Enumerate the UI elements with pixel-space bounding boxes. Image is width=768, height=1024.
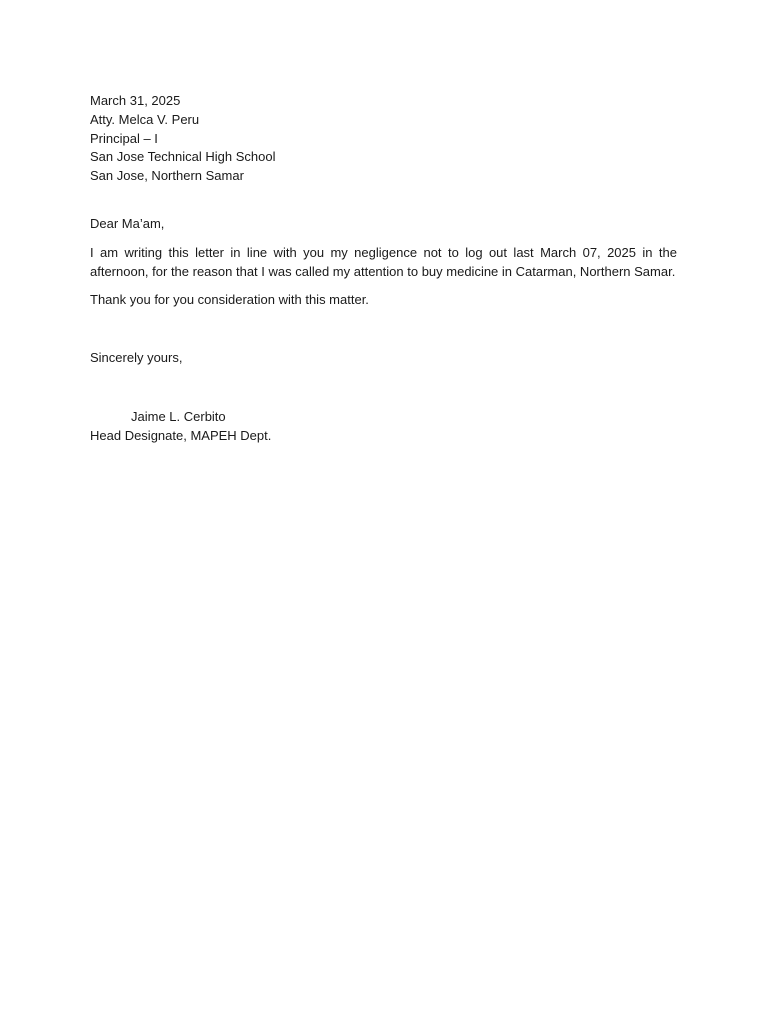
recipient-school: San Jose Technical High School <box>90 149 276 165</box>
body-paragraph: I am writing this letter in line with you my negligence not to log out last March 07, 2025 in the afternoon, for the reason that I was called my attention to buy medicine in Catarman, Northern Samar. <box>90 244 677 279</box>
recipient-address: San Jose, Northern Samar <box>90 168 244 184</box>
sender-position: Head Designate, MAPEH Dept. <box>90 427 272 443</box>
sender-name: Jaime L. Cerbito <box>131 408 226 424</box>
letter-body <box>90 92 677 446</box>
recipient-address-block <box>90 92 677 186</box>
thanks-paragraph: Thank you for you consideration with this matter. <box>90 292 369 308</box>
closing: Sincerely yours, <box>90 350 183 366</box>
recipient-name: Atty. Melca V. Peru <box>90 111 200 127</box>
recipient-title: Principal – I <box>90 130 158 146</box>
salutation: Dear Ma’am, <box>90 215 165 231</box>
letter-date: March 31, 2025 <box>90 93 181 108</box>
